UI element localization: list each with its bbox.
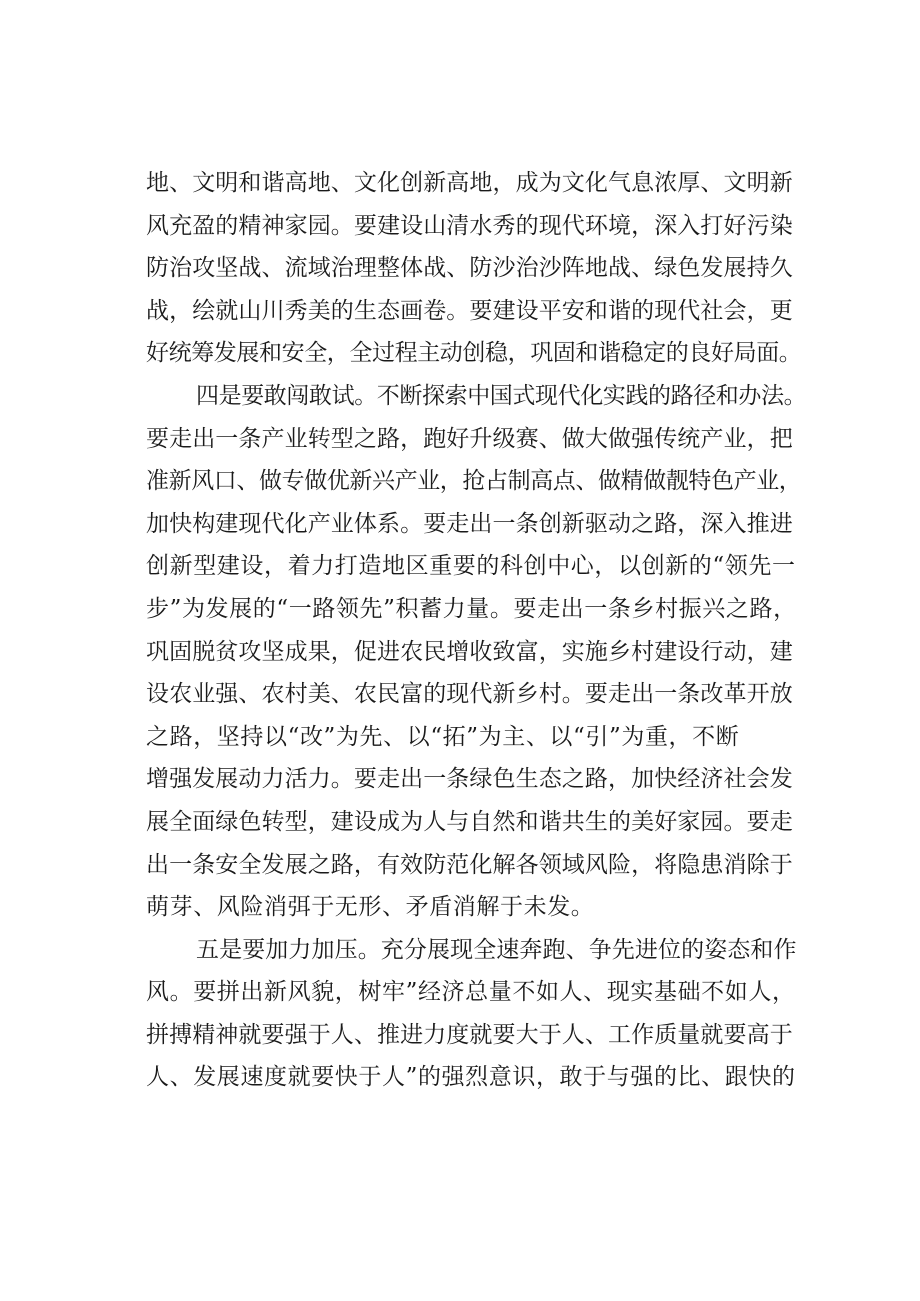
- text-line: 拼搏精神就要强于人、推进力度就要大于人、工作质量就要高于: [146, 1021, 793, 1048]
- text-line: 创新型建设，着力打造地区重要的科创中心，以创新的“领先一: [146, 553, 796, 580]
- text-line: 防治攻坚战、流域治理整体战、防沙治沙阵地战、绿色发展持久: [146, 255, 793, 282]
- text-line: 人、发展速度就要快于人”的强烈意识，敢于与强的比、跟快的: [146, 1064, 796, 1091]
- text-line: 增强发展动力活力。要走出一条绿色生态之路，加快经济社会发: [146, 766, 793, 793]
- text-line: 出一条安全发展之路，有效防范化解各领域风险，将隐患消除于: [146, 851, 793, 878]
- paragraph-start-line: 四是要敢闯敢试。不断探索中国式现代化实践的路径和办法。: [196, 382, 807, 409]
- text-line: 设农业强、农村美、农民富的现代新乡村。要走出一条改革开放: [146, 681, 793, 708]
- text-line: 加快构建现代化产业体系。要走出一条创新驱动之路，深入推进: [146, 510, 793, 537]
- body-text: [146, 162, 806, 1099]
- text-line: 展全面绿色转型，建设成为人与自然和谐共生的美好家园。要走: [146, 808, 793, 835]
- text-line: 地、文明和谐高地、文化创新高地，成为文化气息浓厚、文明新: [146, 170, 793, 196]
- text-line: 准新风口、做专做优新兴产业，抢占制高点、做精做靓特色产业，: [146, 468, 802, 495]
- text-line: 好统筹发展和安全，全过程主动创稳，巩固和谐稳定的良好局面。: [146, 340, 802, 367]
- text-line: 萌芽、风险消弭于无形、矛盾消解于未发。: [146, 894, 595, 921]
- text-line: 要走出一条产业转型之路，跑好升级赛、做大做强传统产业，把: [146, 425, 793, 452]
- paragraph-start-line: 五是要加力加压。充分展现全速奔跑、争先进位的姿态和作: [196, 936, 797, 963]
- text-line: 风充盈的精神家园。要建设山清水秀的现代环境，深入打好污染: [146, 212, 793, 239]
- text-line: 风。要拼出新风貌，树牢”经济总量不如人、现实基础不如人，: [146, 979, 796, 1006]
- text-line: 之路，坚持以“改”为先、以“拓”为主、以“引”为重，不断: [146, 723, 740, 750]
- text-line: 步”为发展的“一路领先”积蓄力量。要走出一条乡村振兴之路，: [146, 595, 797, 622]
- text-line: 战，绘就山川秀美的生态画卷。要建设平安和谐的现代社会，更: [146, 297, 793, 324]
- text-line: 巩固脱贫攻坚成果，促进农民增收致富，实施乡村建设行动，建: [146, 638, 793, 665]
